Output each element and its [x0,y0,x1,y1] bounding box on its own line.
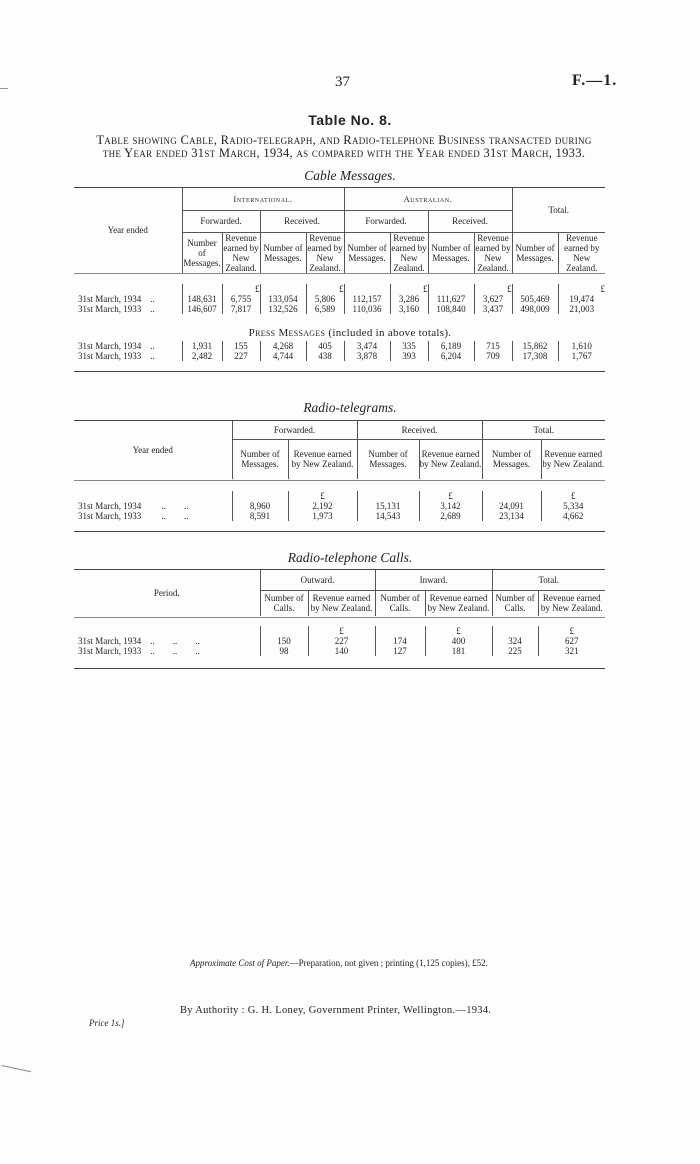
cell: 3,474 [344,341,390,351]
cell: 324 [492,636,538,646]
rtg-col-year: Year ended [132,445,173,455]
row-label: 31st March, 1934 .. .. [78,501,189,511]
table-row [74,501,605,511]
rtp-pound-row [74,626,605,636]
cable-total-num: Number of Messages. [512,232,558,273]
cell: 3,286 [390,294,428,304]
margin-scratch [0,1065,31,1084]
cable-col-australian: Australian. [344,188,512,210]
cell: 14,543 [357,511,419,521]
rtg-fwd-num: Number of Messages. [232,439,288,479]
cell: 6,755 [222,294,260,304]
rtg-tot-num: Number of Messages. [482,439,541,479]
pound-sign: £ [306,284,344,294]
cell: 7,817 [222,304,260,314]
press-data-table [74,341,605,361]
cell: 150 [260,636,308,646]
rtp-out-rev: Revenue earned by New Zealand. [308,590,375,616]
row-label: 31st March, 1934 .. [78,341,155,351]
pound-sign: £ [390,284,428,294]
page-number: 37 [335,74,350,90]
pound-sign: £ [425,626,492,636]
cost-of-paper-note [190,958,488,968]
price-note: Price 1s.] [89,1018,125,1028]
cable-aus-fwd-rev: Revenue earned by New Zealand. [391,232,427,273]
cable-data-table [74,284,605,314]
rtg-col-received: Received. [357,421,482,439]
radiotelegrams-subhead: Radio-telegrams. [303,400,397,415]
rtg-rec-num: Number of Messages. [357,439,419,479]
cell: 155 [222,341,260,351]
cell: 23,134 [482,511,541,521]
cable-intl-received: Received. [260,210,344,232]
table-row [74,341,605,351]
cell: 5,806 [306,294,344,304]
table-row [74,636,605,646]
cell: 321 [538,646,605,656]
cell: 6,189 [428,341,474,351]
rtp-col-total: Total. [492,570,605,590]
cable-intl-forwarded: Forwarded. [182,210,260,232]
cell: 17,308 [512,351,558,361]
pound-sign: £ [474,284,512,294]
cell: 110,036 [344,304,390,314]
cell: 108,840 [428,304,474,314]
rtg-rec-rev: Revenue earned by New Zealand. [419,439,482,479]
cell: 3,437 [474,304,512,314]
authority-line: By Authority : G. H. Loney, Government Printer, Wellington.—1934. [180,1005,492,1016]
cable-bottom-rule [74,371,605,372]
cable-total-rev: Revenue earned by New Zealand. [558,232,605,273]
cell: 715 [474,341,512,351]
pound-sign: £ [222,284,260,294]
rtp-tot-rev: Revenue earned by New Zealand. [538,590,605,616]
cell: 111,627 [428,294,474,304]
cable-header-table [74,188,605,273]
cell: 627 [538,636,605,646]
row-label: 31st March, 1934 .. [78,294,155,304]
caption-line-2: the Year ended 31st March, 1934, as compared with the Year ended 31st March, 1933. [102,146,586,160]
cable-pound-row [74,284,605,294]
cell: 8,960 [232,501,288,511]
rtp-bottom-rule [74,668,605,669]
pound-sign: £ [538,626,605,636]
cell: 21,003 [558,304,605,314]
cable-aus-forwarded: Forwarded. [344,210,428,232]
document-code: F.—1. [572,72,618,89]
cell: 1,610 [558,341,605,351]
cell: 3,160 [390,304,428,314]
rtp-col-period: Period. [153,588,180,598]
cell: 2,689 [419,511,482,521]
cell: 3,627 [474,294,512,304]
cell: 6,589 [306,304,344,314]
cable-header-rule [74,273,605,274]
cell: 405 [306,341,344,351]
rtg-col-forwarded: Forwarded. [232,421,357,439]
row-label: 31st March, 1933 .. .. .. [78,646,200,656]
row-label: 31st March, 1933 .. [78,304,155,314]
radiotelephone-subhead: Radio-telephone Calls. [287,550,413,565]
rtg-data-table [74,491,605,521]
cell: 227 [308,636,375,646]
cable-aus-rec-rev: Revenue earned by New Zealand. [475,232,511,273]
table-row [74,646,605,656]
rtp-header-table [74,570,605,616]
cost-label: Approximate Cost of Paper. [190,958,290,968]
cell: 181 [425,646,492,656]
cell: 15,862 [512,341,558,351]
margin-mark [0,88,8,89]
cell: 148,631 [182,294,222,304]
rtg-header-table [74,421,605,479]
cell: 127 [375,646,425,656]
cell: 15,131 [357,501,419,511]
cable-aus-rec-num: Number of Messages. [428,232,474,273]
cell: 227 [222,351,260,361]
rtp-header-rule [74,617,605,618]
cell: 5,334 [541,501,605,511]
rtg-bottom-rule [74,531,605,532]
cell: 225 [492,646,538,656]
cable-intl-rec-rev: Revenue earned by New Zealand. [307,232,343,273]
cell: 2,192 [288,501,357,511]
cell: 132,526 [260,304,306,314]
pound-sign: £ [419,491,482,501]
cell: 24,091 [482,501,541,511]
cell: 400 [425,636,492,646]
rtp-col-outward: Outward. [260,570,375,590]
cell: 1,767 [558,351,605,361]
pound-sign: £ [541,491,605,501]
table-row [74,294,605,304]
cell: 1,931 [182,341,222,351]
rtp-out-num: Number of Calls. [260,590,308,616]
table-row [74,511,605,521]
cell: 146,607 [182,304,222,314]
table-row [74,304,605,314]
cell: 112,157 [344,294,390,304]
cell: 4,268 [260,341,306,351]
caption-line-1: Table showing Cable, Radio-telegraph, and Radio-telephone Business transacted during [96,133,592,147]
cell: 3,142 [419,501,482,511]
cable-intl-fwd-num: Number of Messages. [182,232,222,273]
cell: 133,054 [260,294,306,304]
table-caption [74,134,614,160]
cell: 438 [306,351,344,361]
cell: 4,662 [541,511,605,521]
cell: 174 [375,636,425,646]
press-messages-heading [0,327,700,339]
cell: 335 [390,341,428,351]
cell: 19,474 [558,294,605,304]
cell: 3,878 [344,351,390,361]
cable-col-total: Total. [512,188,605,232]
cell: 505,469 [512,294,558,304]
rtp-in-num: Number of Calls. [375,590,425,616]
table-number: Table No. 8. [308,112,392,128]
cell: 393 [390,351,428,361]
rtp-col-inward: Inward. [375,570,492,590]
cell: 2,482 [182,351,222,361]
press-title: Press Messages [248,327,326,339]
cable-subhead: Cable Messages. [304,168,396,183]
row-label: 31st March, 1933 .. .. [78,511,189,521]
cable-col-international: International. [182,188,344,210]
cost-text: —Preparation, not given ; printing (1,125 copies), £52. [289,958,488,968]
table-row [74,351,605,361]
pound-sign: £ [308,626,375,636]
rtg-tot-rev: Revenue earned by New Zealand. [541,439,605,479]
cell: 140 [308,646,375,656]
cell: 98 [260,646,308,656]
row-label: 31st March, 1933 .. [78,351,155,361]
press-note: (included in above totals). [328,327,452,339]
cable-intl-fwd-rev: Revenue earned by New Zealand. [223,232,259,273]
rtg-pound-row [74,491,605,501]
cell: 709 [474,351,512,361]
rtg-header-rule [74,480,605,481]
cable-col-year: Year ended [107,225,148,236]
cell: 4,744 [260,351,306,361]
pound-sign: £ [558,284,605,294]
row-label: 31st March, 1934 .. .. .. [78,636,200,646]
cable-intl-rec-num: Number of Messages. [260,232,306,273]
pound-sign: £ [288,491,357,501]
rtg-fwd-rev: Revenue earned by New Zealand. [288,439,357,479]
rtp-data-table [74,626,605,656]
rtg-col-total: Total. [482,421,605,439]
cell: 1,973 [288,511,357,521]
rtp-in-rev: Revenue earned by New Zealand. [425,590,492,616]
cable-aus-received: Received. [428,210,512,232]
cell: 6,204 [428,351,474,361]
cell: 8,591 [232,511,288,521]
rtp-tot-num: Number of Calls. [492,590,538,616]
cable-aus-fwd-num: Number of Messages. [344,232,390,273]
cell: 498,009 [512,304,558,314]
